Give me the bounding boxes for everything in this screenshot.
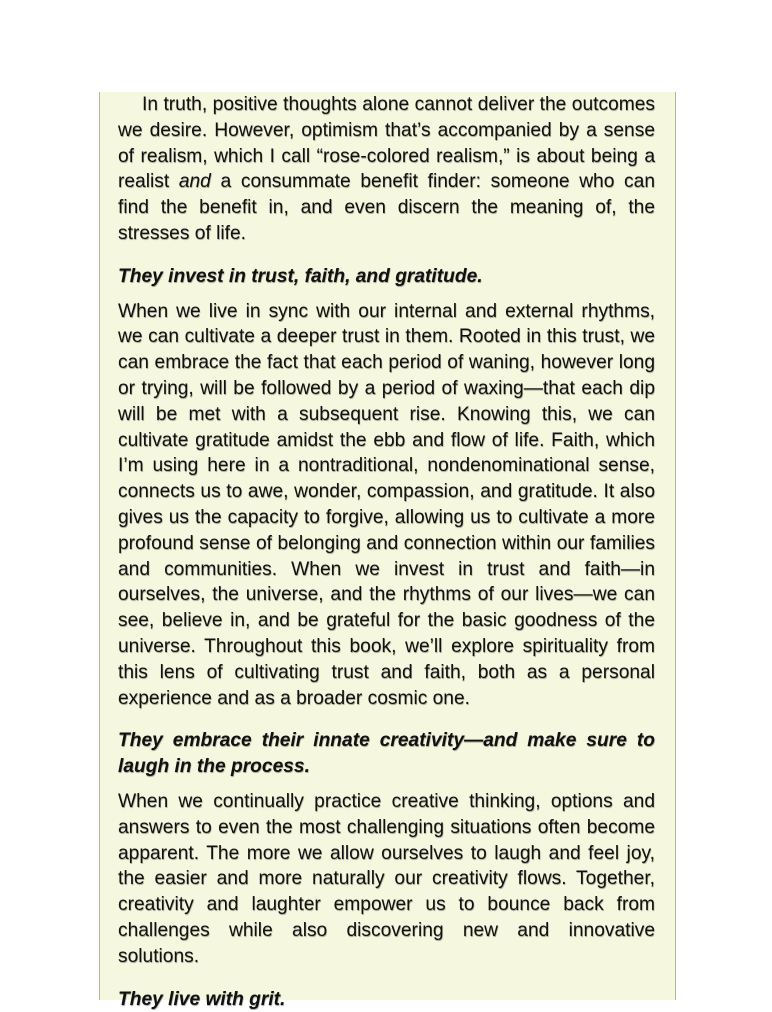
section-heading-creativity: They embrace their innate creativity—and make sure to laugh in the process. (118, 728, 655, 780)
page-content (118, 92, 655, 1012)
paragraph-text: In truth, positive thoughts alone cannot deliver the outcomes we desire. However, optimism that’s accompanied by a sense of realism, which I call “rose-colored realism,” is about being a realist (118, 94, 655, 192)
emphasis-text: and (179, 171, 211, 192)
paragraph-rose-colored-realism (118, 92, 655, 247)
paragraph-creativity: When we continually practice creative thinking, options and answers to even the most challenging situations often become apparent. The more we allow ourselves to laugh and feel joy, the easier and more naturally our creativity flows. Together, creativity and laughter empower us to bounce back from challenges while also discovering new and innovative solutions. (118, 789, 655, 970)
section-heading-trust-faith-gratitude: They invest in trust, faith, and gratitude. (118, 264, 655, 290)
section-heading-grit: They live with grit. (118, 987, 655, 1012)
paragraph-text: a consummate benefit finder: someone who can find the benefit in, and even discern the meaning of, the stresses of life. (118, 171, 655, 244)
paragraph-trust-faith: When we live in sync with our internal and external rhythms, we can cultivate a deeper trust in them. Rooted in this trust, we can embrace the fact that each period of waning, however long or trying, will be followed by a period of waxing—that each dip will be met with a subsequent rise. Knowing this, we can cultivate gratitude amidst the ebb and flow of life. Faith, which I’m using here in a nontraditional, nondenominational sense, connects us to awe, wonder, compassion, and gratitude. It also gives us the capacity to forgive, allowing us to cultivate a more profound sense of belonging and connection within our families and communities. When we invest in trust and faith—in ourselves, the universe, and the rhythms of our lives—we can see, believe in, and be grateful for the basic goodness of the universe. Throughout this book, we’ll explore spirituality from this lens of cultivating trust and faith, both as a personal experience and as a broader cosmic one. (118, 299, 655, 712)
